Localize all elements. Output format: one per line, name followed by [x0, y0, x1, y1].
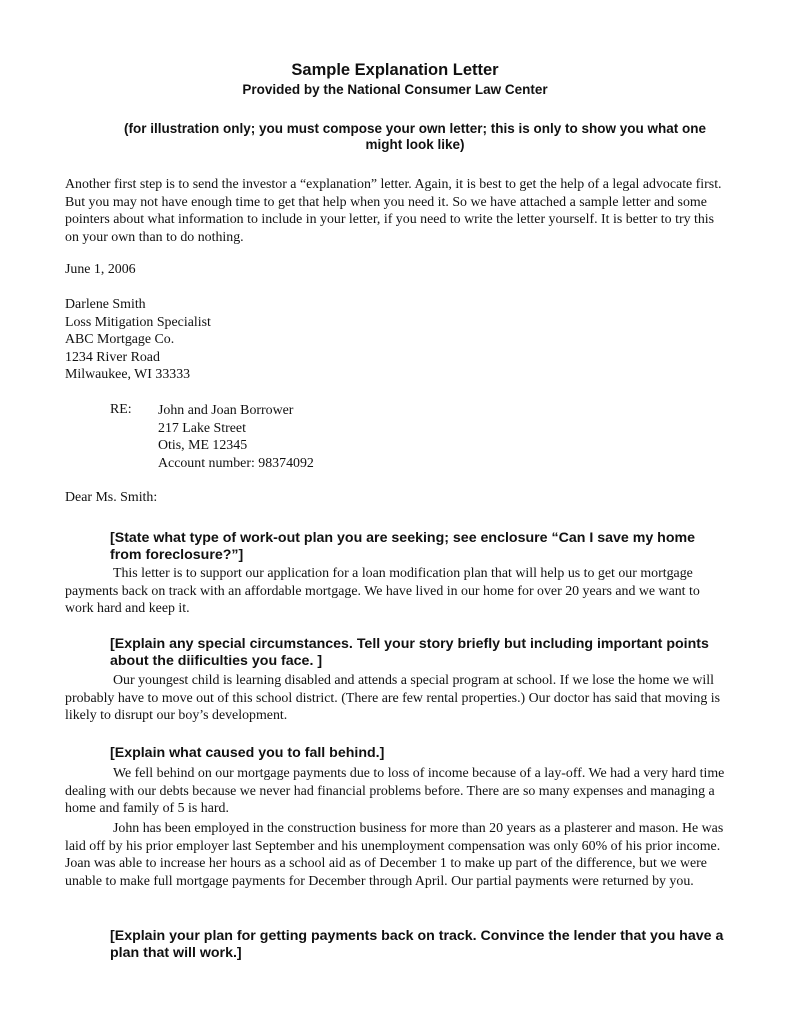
section-paragraph-fall-behind-1: We fell behind on our mortgage payments due to loss of income because of a lay-off. We had a very hard time dealing with our debts because we never had financial problems before. There are so many expenses and managing a home and family of 5 is hard.	[65, 766, 725, 816]
section-heading-workout-plan: [State what type of work-out plan you are seeking; see enclosure “Can I save my home from foreclosure?”]	[110, 530, 696, 563]
recipient-street: 1234 River Road	[65, 350, 160, 365]
re-city: Otis, ME 12345	[158, 438, 248, 453]
document-title: Sample Explanation Letter	[291, 61, 499, 79]
section-heading-plan: [Explain your plan for getting payments back on track. Convince the lender that you have a plan that will work.]	[110, 928, 724, 961]
section-heading-special-circumstances: [Explain any special circumstances. Tell your story briefly but including important points about the diificulties you face. ]	[110, 636, 709, 669]
recipient-company: ABC Mortgage Co.	[65, 332, 175, 347]
document-subtitle: Provided by the National Consumer Law Center	[242, 82, 548, 97]
re-label: RE:	[110, 402, 132, 417]
recipient-city: Milwaukee, WI 33333	[65, 367, 191, 382]
section-paragraph-workout-plan: This letter is to support our application for a loan modification plan that will help us to get our mortgage payments back on track with an affordable mortgage. We have lived in our home for over 20 years and we want to work hard and keep it.	[65, 566, 700, 616]
recipient-title: Loss Mitigation Specialist	[65, 315, 211, 330]
section-paragraph-fall-behind-2: John has been employed in the construction business for more than 20 years as a plasterer and mason. He was laid off by his prior employer last September and his unemployment compensation was only 60% of his prior income. Joan was able to increase her hours as a school aid as of December 1 to make up part of the difference, but we were unable to make full mortgage payments for December through April. Our partial payments were returned by you.	[65, 821, 724, 889]
recipient-name: Darlene Smith	[65, 297, 146, 312]
salutation: Dear Ms. Smith:	[65, 490, 158, 505]
re-block	[158, 402, 314, 472]
section-paragraph-special-circumstances: Our youngest child is learning disabled and attends a special program at school. If we lose the home we will probably have to move out of this school district. (There are few rental properties.) Our doctor has said that moving is likely to disrupt our boy’s development.	[65, 673, 720, 723]
disclaimer-note: (for illustration only; you must compose your own letter; this is only to show you what one might look like)	[123, 121, 707, 152]
re-street: 217 Lake Street	[158, 420, 246, 436]
letter-date: June 1, 2006	[65, 262, 136, 277]
section-heading-fall-behind: [Explain what caused you to fall behind.]	[110, 745, 385, 761]
re-borrowers: John and Joan Borrower	[158, 403, 294, 418]
intro-paragraph: Another first step is to send the investor a “explanation” letter. Again, it is best to get the help of a legal advocate first. But you may not have enough time to get that help when you need it. So we have attached a sample letter and some pointers about what information to include in your letter, if you need to write the letter yourself. It is better to try this on your own than to do nothing.	[65, 177, 722, 245]
re-account-number: Account number: 98374092	[158, 455, 314, 471]
